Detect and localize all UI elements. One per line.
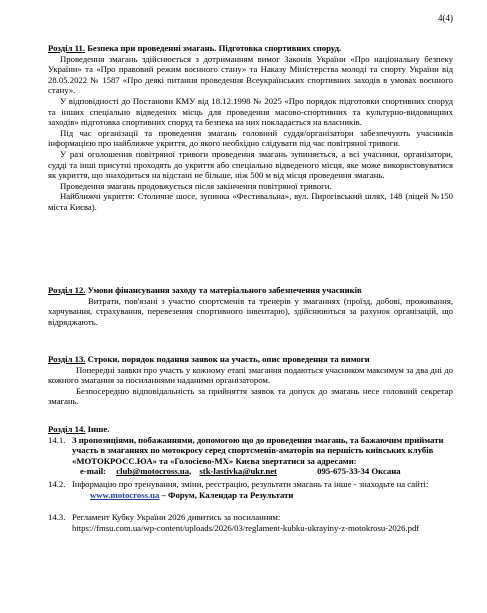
section-11-paragraph-3: Під час організації та проведення змагань головний суддя/організатори забезпечують учасників інформацією про найближче укриття, до якого необхідно слідувати під час повітряної тривоги. bbox=[48, 127, 453, 149]
section-13 bbox=[48, 354, 453, 407]
section-11-paragraph-2: У відповідності до Постанови КМУ від 18.12.1998 № 2025 «Про порядок підготовки спортивних споруд та інших спеціально відведених місць для проведення масово-спортивних та культурно-видовищних заходів» підготовка спортивних споруд та безпека на них покладається на власників. bbox=[48, 95, 453, 128]
contact-phone: 095-675-33-34 Оксана bbox=[317, 466, 401, 477]
section-11-paragraph-5: Проведення змагань продовжується після закінчення повітряної тривоги. bbox=[60, 180, 332, 191]
section-13-heading bbox=[48, 354, 453, 365]
item-14-2-number: 14.2. bbox=[48, 478, 66, 489]
section-11 bbox=[48, 43, 453, 213]
section-14-title: Інше. bbox=[85, 424, 110, 434]
item-14-1 bbox=[48, 435, 453, 477]
email-label: e-mail: bbox=[80, 466, 107, 477]
item-14-2-text bbox=[72, 479, 453, 500]
section-11-label: Розділ 11. bbox=[48, 43, 86, 53]
email-separator: , bbox=[189, 466, 192, 477]
section-12-label: Розділ 12. bbox=[48, 285, 86, 295]
section-14-heading bbox=[48, 424, 453, 435]
section-12-title: Умови фінансування заходу та матеріального забезпечення учасників bbox=[85, 285, 362, 295]
section-13-title: Строки, порядок подання заявок на участь, опис проведення та вимоги bbox=[85, 354, 370, 364]
section-13-paragraph-2: Безпосередню відповідальність за прийняття заявок та допуск до змагань несе головний секретар змагань. bbox=[48, 385, 453, 407]
email-club[interactable]: club@motocross.ua bbox=[116, 466, 190, 477]
item-14-3-text: Регламент Кубку України 2026 дивитись за посиланням: bbox=[72, 512, 281, 523]
section-14 bbox=[48, 424, 453, 533]
section-13-paragraph-1: Попередні заявки про участь у кожному етапі змагання подаються учасником максимум за два дні до кожного змагання за посиланнями наданими організатором. bbox=[48, 364, 453, 386]
item-14-2 bbox=[48, 479, 453, 500]
section-12-paragraph-1: Витрати, пов'язані з участю спортсменів та тренерів у змаганнях (проїзд, добові, проживання, харчування, страхування, перевезення спортивного інвентарю), здійснюються за рахунок організацій, що відряджають. bbox=[48, 295, 453, 327]
item-14-3-number: 14.3. bbox=[48, 512, 66, 523]
item-14-2-description: Інформацію про тренування, зміни, реєстрацію, результати змагань та інше - знаходьте на сайті: bbox=[72, 478, 429, 489]
item-14-1-number: 14.1. bbox=[48, 434, 66, 445]
reglament-url[interactable]: https://fmsu.com.ua/wp-content/uploads/2026/03/reglament-kubku-ukrayiny-z-motokrosu-2026.pdf bbox=[72, 522, 420, 533]
section-11-heading bbox=[48, 43, 453, 54]
contacts-line bbox=[72, 466, 453, 477]
site-link-tail: – Форум, Календар та Результати bbox=[159, 489, 294, 500]
page-number: 4(4) bbox=[438, 13, 453, 23]
section-11-title: Безпека при проведенні змагань. Підготовка спортивних споруд. bbox=[85, 43, 342, 53]
item-14-1-text: З пропозиціями, побажаннями, допомогою що до проведення змагань, та бажаючим приймати участь в змаганнях по мотокросу серед спортсменів-аматорів на першість київських клубів «МОТОКРОСС.ЮА» та «Голосієво-МХ» Києва звертатися за адресами: bbox=[72, 434, 444, 466]
item-14-3 bbox=[48, 512, 453, 523]
section-11-paragraph-4: У разі оголошення повітряної тривоги проведення змагань зупиняється, а всі учасники, організатори, судді та інші присутні проходять до укриття або спеціально відведеного місця, яке може використовуватися як укриття, що знаходиться на відстані не більше, ніж 500 м від місця проведення змагань. bbox=[48, 148, 453, 181]
section-11-paragraph-6: Найближчі укриття: Столичне шосе, зупинка «Фестивальна», вул. Пирогівський шлях, 148 (ліцей №150 міста Києва). bbox=[48, 191, 453, 212]
section-12 bbox=[48, 285, 453, 327]
email-stk-lastivka[interactable]: stk-lastivka@ukr.net bbox=[199, 466, 277, 477]
section-11-paragraph-1: Проведення змагань здійснюється з дотриманням вимог Законів України «Про національну безпеку України» та «Про правовий режим воєнного стану» та Наказу Міністерства молоді та спорту України від 28.05.2022 № 1587 «Про деякі питання проведення Всеукраїнських спортивних заходів в умовах воєнного стану». bbox=[48, 53, 453, 96]
site-link[interactable]: www.motocross.ua bbox=[90, 489, 160, 500]
section-14-label: Розділ 14. bbox=[48, 424, 86, 434]
section-12-heading bbox=[48, 285, 453, 296]
section-13-label: Розділ 13. bbox=[48, 354, 86, 364]
